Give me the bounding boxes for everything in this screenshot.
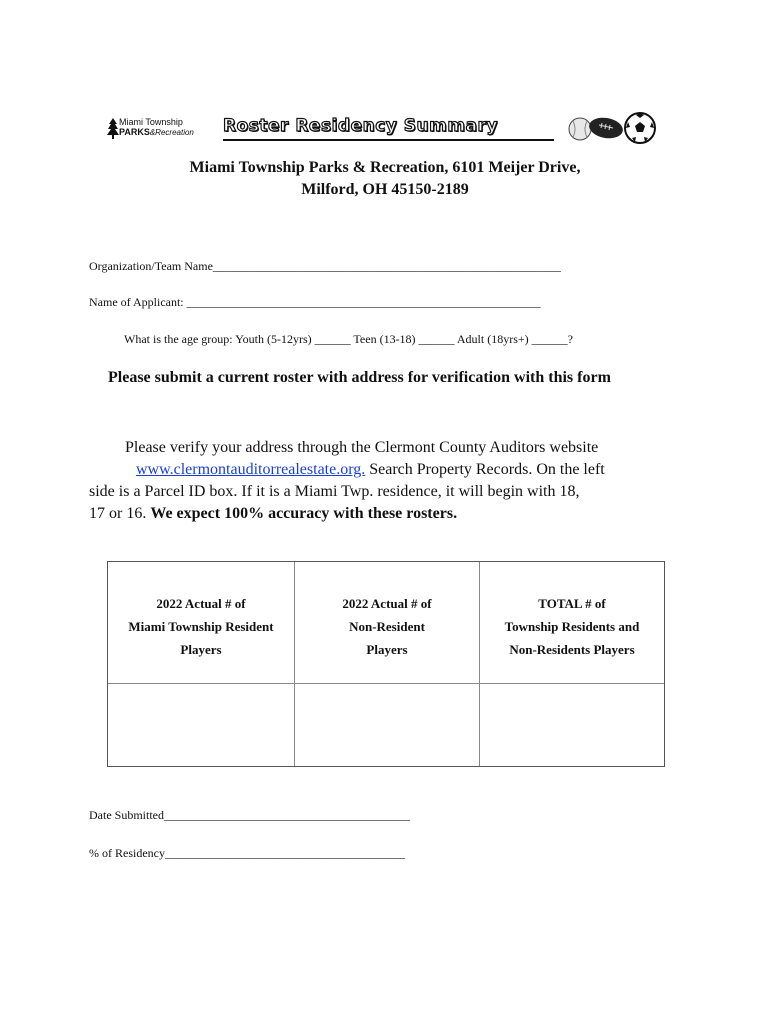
soccer-ball-icon <box>625 113 655 143</box>
submit-notice: Please submit a current roster with address for verification with this form <box>108 369 611 386</box>
instructions-line-2-rest: Search Property Records. On the left <box>365 461 605 478</box>
accuracy-statement: We expect 100% accuracy with these rosters. <box>150 505 458 522</box>
parks-logo <box>107 116 217 140</box>
page-title: Roster Residency Summary <box>223 116 499 136</box>
football-icon <box>588 115 625 141</box>
header-nonresident-players: 2022 Actual # of Non-Resident Players <box>342 596 432 657</box>
baseball-icon <box>569 118 591 140</box>
nonresident-players-input[interactable] <box>295 684 479 766</box>
date-submitted-field[interactable]: Date Submitted_________________________________________ <box>89 808 410 822</box>
header-total-players: TOTAL # of Township Residents and Non-Residents Players <box>504 596 640 657</box>
resident-players-input[interactable] <box>108 684 294 766</box>
address-line-2: Milford, OH 45150-2189 <box>301 181 469 198</box>
logo-line-2a: PARKS <box>119 127 150 137</box>
age-group-field[interactable]: What is the age group: Youth (5-12yrs) ______ Teen (13-18) ______ Adult (18yrs+) ______? <box>124 332 573 346</box>
applicant-field[interactable]: Name of Applicant: ___________________________________________________________ <box>89 295 541 309</box>
title-underline <box>223 139 554 141</box>
address-line-1: Miami Township Parks & Recreation, 6101 Meijer Drive, <box>189 159 581 176</box>
organization-field[interactable]: Organization/Team Name__________________________________________________________ <box>89 259 561 273</box>
residency-percent-field[interactable]: % of Residency________________________________________ <box>89 846 405 860</box>
instructions-line-4-start: 17 or 16. <box>89 505 151 522</box>
instructions-line-3: side is a Parcel ID box. If it is a Miami Twp. residence, it will begin with 18, <box>89 483 580 500</box>
instructions-line-4 <box>89 505 457 523</box>
logo-line-2b: &Recreation <box>149 128 194 137</box>
instructions-line-2 <box>136 461 605 479</box>
tree-logo-icon <box>107 118 119 140</box>
total-players-input[interactable] <box>480 684 664 766</box>
instructions-line-1: Please verify your address through the Clermont County Auditors website <box>125 439 599 456</box>
logo-line-1: Miami Township <box>119 117 183 127</box>
sports-balls-graphic <box>566 110 658 146</box>
header-resident-players: 2022 Actual # of Miami Township Resident Players <box>128 596 274 657</box>
residency-table <box>107 561 665 767</box>
auditor-website-link[interactable]: www.clermontauditorrealestate.org. <box>136 461 366 478</box>
